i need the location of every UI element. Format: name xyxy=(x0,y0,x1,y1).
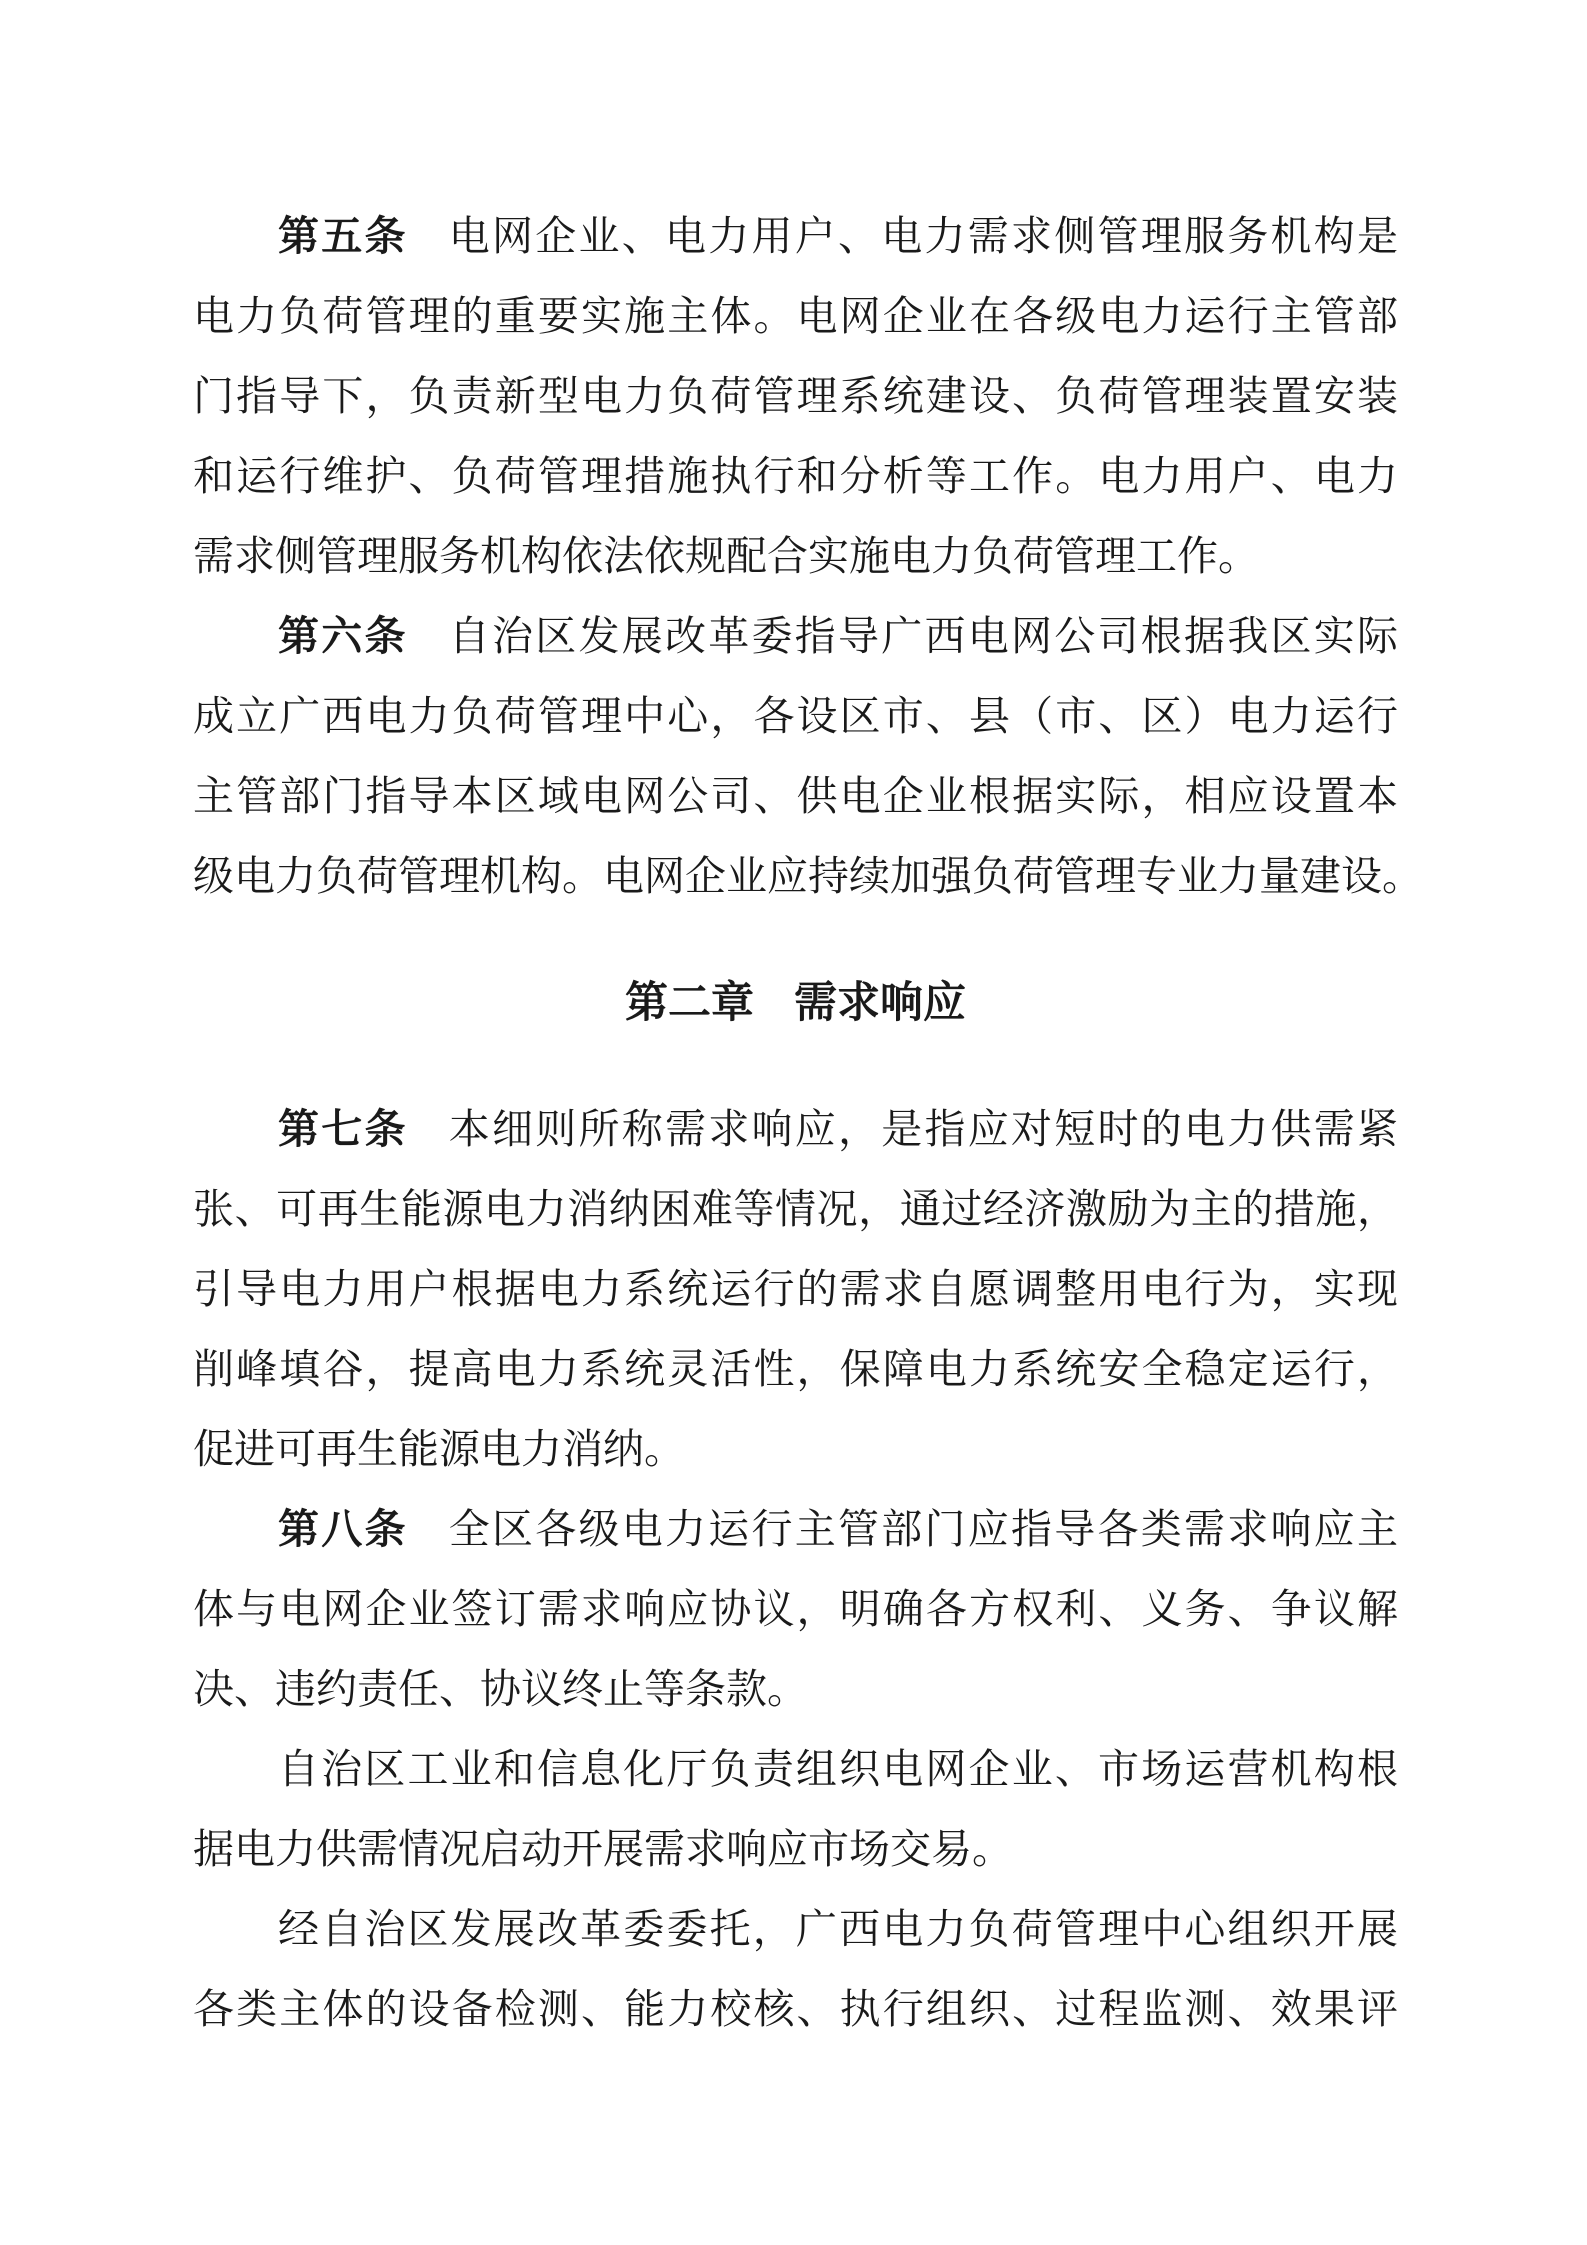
article-8-label: 第八条 xyxy=(278,1505,408,1553)
article-7-label: 第七条 xyxy=(278,1105,408,1153)
article-7-line-1 xyxy=(278,1089,1398,1169)
chapter-heading xyxy=(193,958,1398,1048)
chapter-title: 需求响应 xyxy=(794,978,966,1028)
article-8-line-2: 体与电网企业签订需求响应协议，明确各方权利、义务、争议解 xyxy=(193,1585,1398,1633)
article-5-line-1 xyxy=(278,196,1398,276)
article-5-text: 电网企业、电力用户、电力需求侧管理服务机构是 xyxy=(448,212,1398,260)
paragraph-entrust-line-1: 经自治区发展改革委委托，广西电力负荷管理中心组织开展 xyxy=(278,1905,1398,1953)
article-8-line-3: 决、违约责任、协议终止等条款。 xyxy=(193,1665,808,1713)
paragraph-industry-line-1: 自治区工业和信息化厅负责组织电网企业、市场运营机构根 xyxy=(278,1745,1398,1793)
chapter-number: 第二章 xyxy=(625,978,754,1028)
article-5-line-5: 需求侧管理服务机构依法依规配合实施电力负荷管理工作。 xyxy=(193,532,1259,580)
paragraph-entrust-line-2: 各类主体的设备检测、能力校核、执行组织、过程监测、效果评 xyxy=(193,1985,1398,2033)
article-5-line-2: 电力负荷管理的重要实施主体。电网企业在各级电力运行主管部 xyxy=(193,292,1398,340)
article-5-line-3: 门指导下，负责新型电力负荷管理系统建设、负荷管理装置安装 xyxy=(193,372,1398,420)
article-8-text: 全区各级电力运行主管部门应指导各类需求响应主 xyxy=(448,1505,1398,1553)
article-6-line-1 xyxy=(278,596,1398,676)
article-5-line-4: 和运行维护、负荷管理措施执行和分析等工作。电力用户、电力 xyxy=(193,452,1398,500)
article-8-line-1 xyxy=(278,1489,1398,1569)
article-7-line-3: 引导电力用户根据电力系统运行的需求自愿调整用电行为，实现 xyxy=(193,1265,1398,1313)
article-6-text: 自治区发展改革委指导广西电网公司根据我区实际 xyxy=(448,612,1398,660)
article-6-label: 第六条 xyxy=(278,612,408,660)
article-6-line-3: 主管部门指导本区域电网公司、供电企业根据实际，相应设置本 xyxy=(193,772,1398,820)
article-7-line-4: 削峰填谷，提高电力系统灵活性，保障电力系统安全稳定运行， xyxy=(193,1345,1398,1393)
article-5-label: 第五条 xyxy=(278,212,408,260)
article-7-text: 本细则所称需求响应，是指应对短时的电力供需紧 xyxy=(448,1105,1398,1153)
article-7-line-5: 促进可再生能源电力消纳。 xyxy=(193,1425,685,1473)
article-7-line-2: 张、可再生能源电力消纳困难等情况，通过经济激励为主的措施， xyxy=(193,1185,1398,1233)
article-6-line-4: 级电力负荷管理机构。电网企业应持续加强负荷管理专业力量建设。 xyxy=(193,852,1423,900)
article-6-line-2: 成立广西电力负荷管理中心，各设区市、县（市、区）电力运行 xyxy=(193,692,1398,740)
paragraph-industry-line-2: 据电力供需情况启动开展需求响应市场交易。 xyxy=(193,1825,1013,1873)
